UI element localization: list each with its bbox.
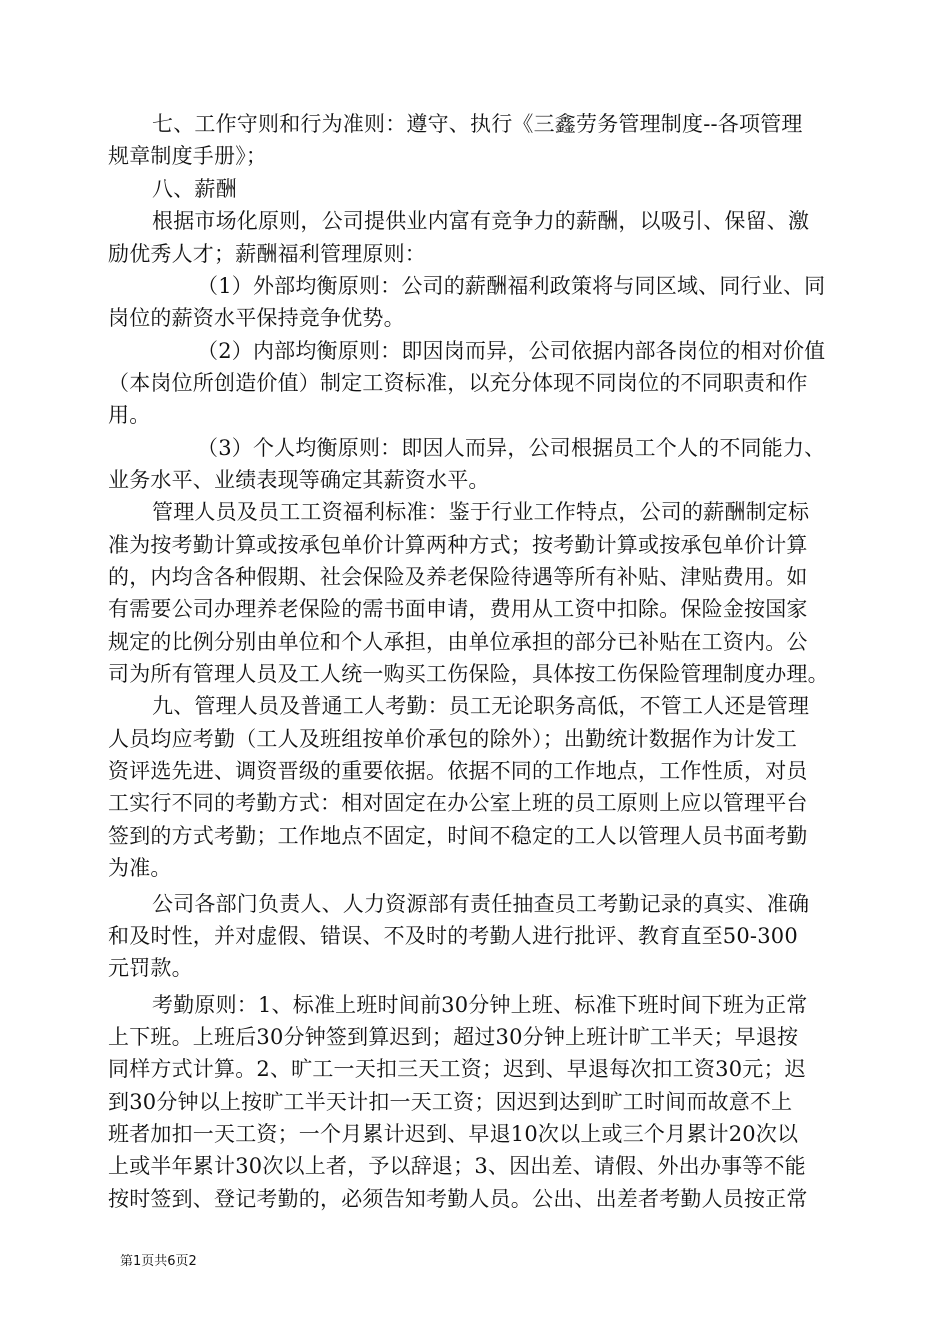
text-line: 为准。 xyxy=(108,856,172,880)
text-line: （本岗位所创造价值）制定工资标准，以充分体现不同岗位的不同职责和作 xyxy=(108,371,808,395)
text-line: 工实行不同的考勤方式：相对固定在办公室上班的员工原则上应以管理平台 xyxy=(108,791,808,815)
text-line: （1）外部均衡原则：公司的薪酬福利政策将与同区域、同行业、同 xyxy=(197,274,826,298)
text-line: 同样方式计算。2、旷工一天扣三天工资；迟到、早退每次扣工资30元；迟 xyxy=(108,1057,806,1081)
text-line: 根据市场化原则，公司提供业内富有竞争力的薪酬，以吸引、保留、激 xyxy=(152,209,810,233)
text-line: （3）个人均衡原则：即因人而异，公司根据员工个人的不同能力、 xyxy=(197,436,826,460)
text-line: 管理人员及员工工资福利标准：鉴于行业工作特点，公司的薪酬制定标 xyxy=(152,500,810,524)
text-line: 和及时性，并对虚假、错误、不及时的考勤人进行批评、教育直至50-300 xyxy=(108,924,798,948)
text-line: 元罚款。 xyxy=(108,956,193,980)
text-line: 人员均应考勤（工人及班组按单价承包的除外）；出勤统计数据作为计发工 xyxy=(108,727,798,751)
text-line: 业务水平、业绩表现等确定其薪资水平。 xyxy=(108,468,490,492)
text-line: 岗位的薪资水平保持竞争优势。 xyxy=(108,306,405,330)
text-line: 规定的比例分别由单位和个人承担，由单位承担的部分已补贴在工资内。公 xyxy=(108,630,808,654)
text-line: （2）内部均衡原则：即因岗而异，公司依据内部各岗位的相对价值 xyxy=(197,339,826,363)
text-line: 上下班。上班后30分钟签到算迟到；超过30分钟上班计旷工半天；早退按 xyxy=(108,1025,799,1049)
section-heading: 八、薪酬 xyxy=(152,177,237,201)
text-line: 到30分钟以上按旷工半天计扣一天工资；因迟到达到旷工时间而故意不上 xyxy=(108,1090,793,1114)
text-line: 资评选先进、调资晋级的重要依据。依据不同的工作地点，工作性质，对员 xyxy=(108,759,808,783)
text-line: 九、管理人员及普通工人考勤：员工无论职务高低，不管工人还是管理 xyxy=(152,694,810,718)
text-line: 考勤原则：1、标准上班时间前30分钟上班、标准下班时间下班为正常 xyxy=(152,993,808,1017)
text-line: 上或半年累计30次以上者，予以辞退；3、因出差、请假、外出办事等不能 xyxy=(108,1154,806,1178)
text-line: 规章制度手册》； xyxy=(108,144,268,168)
text-line: 七、工作守则和行为准则：遵守、执行《三鑫劳务管理制度--各项管理 xyxy=(152,112,803,136)
text-line: 有需要公司办理养老保险的需书面申请，费用从工资中扣除。保险金按国家 xyxy=(108,597,808,621)
text-line: 准为按考勤计算或按承包单价计算两种方式；按考勤计算或按承包单价计算 xyxy=(108,533,808,557)
text-line: 励优秀人才；薪酬福利管理原则： xyxy=(108,242,426,266)
text-line: 班者加扣一天工资；一个月累计迟到、早退10次以上或三个月累计20次以 xyxy=(108,1122,799,1146)
text-line: 司为所有管理人员及工人统一购买工伤保险，具体按工伤保险管理制度办理。 xyxy=(108,662,829,686)
text-line: 的，内均含各种假期、社会保险及养老保险待遇等所有补贴、津贴费用。如 xyxy=(108,565,808,589)
text-line: 签到的方式考勤；工作地点不固定，时间不稳定的工人以管理人员书面考勤 xyxy=(108,824,808,848)
text-line: 公司各部门负责人、人力资源部有责任抽查员工考勤记录的真实、准确 xyxy=(152,892,810,916)
page-number-footer: 第1页共6页2 xyxy=(120,1254,197,1269)
text-line: 按时签到、登记考勤的，必须告知考勤人员。公出、出差者考勤人员按正常 xyxy=(108,1187,808,1211)
text-line: 用。 xyxy=(108,403,151,427)
